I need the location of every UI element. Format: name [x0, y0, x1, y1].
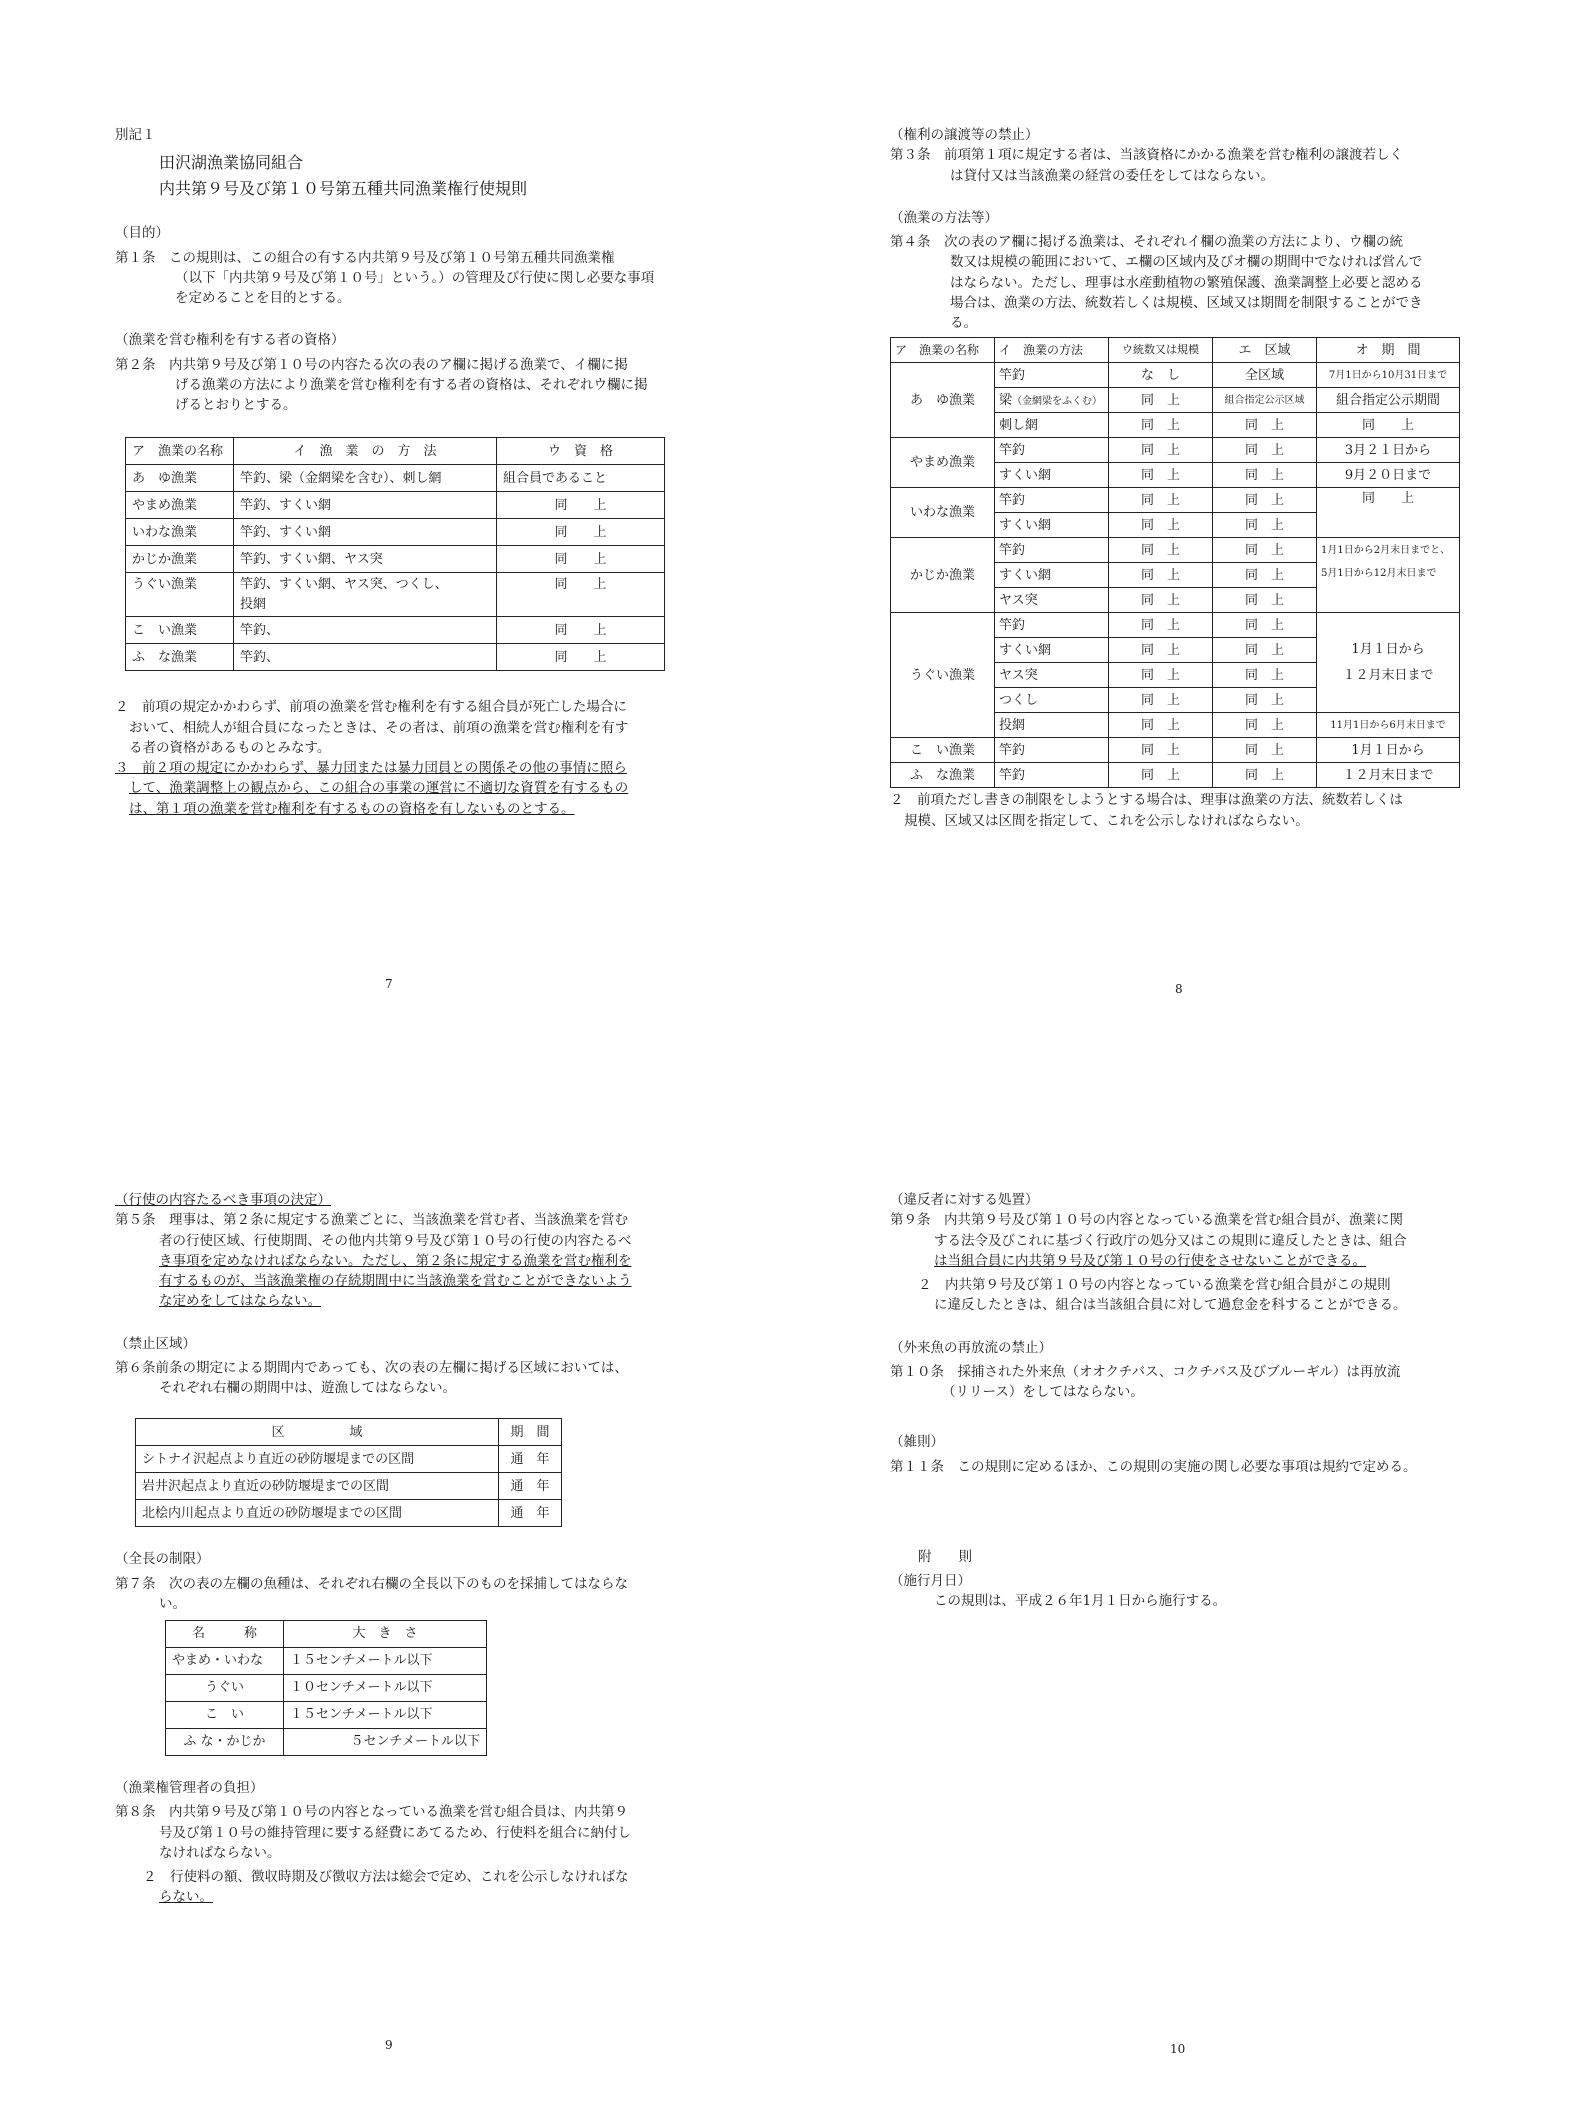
table-row: こ い漁業 竿釣、 同 上: [126, 617, 665, 644]
table-header-row: 名 称 大 き さ: [166, 1621, 487, 1648]
article-7: 第７条 次の表の左欄の魚種は、それぞれ右欄の全長以下のものを採捕してはならな い。: [115, 1575, 628, 1612]
article-3: 第３条 前項第１項に規定する者は、当該資格にかかる漁業を営む権利の譲渡若しく は貸付又は当該漁業の経営の委任をしてはならない。: [890, 147, 1403, 184]
table-row: あ ゆ漁業 竿釣 な し 全区域 7月1日から10月31日まで: [891, 363, 1460, 388]
table-row: ふ な漁業 竿釣、 同 上: [126, 644, 665, 671]
table-row: 北桧内川起点より直近の砂防堰堤までの区間 通 年: [136, 1500, 562, 1527]
article-11: 第１１条 この規則に定めるほか、この規則の実施の関し必要な事項は規約で定める。: [890, 1458, 1417, 1475]
table-row: ヤス突 同 上 同 上: [891, 663, 1460, 688]
page-number: 10: [1170, 2042, 1186, 2056]
table-row: こ い漁業 竿釣 同 上 同 上 1月１日から: [891, 738, 1460, 763]
page-8: [890, 125, 1460, 831]
table-row: つくし 同 上 同 上: [891, 688, 1460, 713]
qualification-table: [125, 437, 665, 671]
table-row: やまめ漁業 竿釣 同 上 同 上 3月２１日から: [891, 438, 1460, 463]
table-row: かじか漁業 竿釣、すくい網、ヤス突 同 上: [126, 546, 665, 573]
article-4-paragraph-2: ２ 前項ただし書きの制限をしようとする場合は、理事は漁業の方法、統数若しくは 規模、区域又は区間を指定して、これを公示しなければならない。: [890, 792, 1403, 829]
section-heading-qualification: （漁業を営む権利を有する者の資格）: [115, 332, 345, 349]
table-row: シトナイ沢起点より直近の砂防堰堤までの区間 通 年: [136, 1446, 562, 1473]
section-heading-misc: （雑則）: [890, 1434, 944, 1451]
section-heading-cost: （漁業権管理者の負担）: [115, 1780, 264, 1796]
table-header-row: ア 漁業の名称 イ 漁 業 の 方 法 ウ 資 格: [126, 438, 665, 465]
fishing-method-table: [890, 337, 1460, 788]
section-heading-effective-date: （施行月日）: [890, 1573, 971, 1589]
effective-date-text: この規則は、平成２６年1月１日から施行する。: [934, 1593, 1227, 1610]
table-header-row: ア 漁業の名称 イ 漁業の方法 ウ統数又は規模 エ 区域 オ 期 間: [891, 338, 1460, 363]
table-row: すくい網 同 上 同 上: [891, 563, 1460, 588]
table-row: いわな漁業 竿釣 同 上 同 上 同 上: [891, 488, 1460, 513]
section-heading-length-limit: （全長の制限）: [115, 1551, 210, 1568]
table-row: うぐい漁業 竿釣 同 上 同 上 1月１日から １２月末日まで: [891, 613, 1460, 638]
page-9: [115, 1190, 675, 1908]
table-row: すくい網 同 上 同 上: [891, 513, 1460, 538]
section-heading-method: （漁業の方法等）: [890, 209, 998, 226]
table-row: ふ な・かじか ５センチメートル以下: [166, 1729, 487, 1756]
page-number: 9: [385, 2038, 393, 2052]
table-header-row: 区 域 期 間: [136, 1419, 562, 1446]
table-row: すくい網 同 上 同 上 9月２０日まで: [891, 463, 1460, 488]
rule-title: 内共第９号及び第１０号第五種共同漁業権行使規則: [159, 179, 528, 199]
section-heading-invasive-fish: （外来魚の再放流の禁止）: [890, 1339, 1052, 1356]
article-4: 第４条 次の表のア欄に掲げる漁業は、それぞれイ欄の漁業の方法により、ウ欄の統 数又は規模の範囲において、エ欄の区域内及びオ欄の期間中でなければ営んで はならない。ただし、理事は水産動植物の繁殖保護、漁業調整上必要と認める 場合は、漁業の方法、統数若しくは規模、区域又は期間を制限することができ る。: [890, 234, 1423, 331]
table-row: 刺し網 同 上 同 上 同 上: [891, 413, 1460, 438]
table-row: うぐい漁業 竿釣、すくい網、ヤス突、つくし、 投網 同 上: [126, 573, 665, 617]
table-row: いわな漁業 竿釣、すくい網 同 上: [126, 519, 665, 546]
page-number: 7: [385, 977, 393, 991]
table-row: 岩井沢起点より直近の砂防堰堤までの区間 通 年: [136, 1473, 562, 1500]
page-number: 8: [1175, 982, 1183, 996]
table-row: あ ゆ漁業 竿釣、梁（金網梁を含む）、刺し網 組合員であること: [126, 465, 665, 492]
table-row: すくい網 同 上 同 上: [891, 638, 1460, 663]
article-2-paragraph-3: ３ 前２項の規定にかかわらず、暴力団または暴力団員との関係その他の事情に照ら して、漁業調整上の観点から、この組合の事業の運営に不適切な資質を有するもの は、第１項の漁業を営む権利を有するものの資格を有しないものとする。: [115, 760, 629, 817]
table-row: ヤス突 同 上 同 上: [891, 588, 1460, 613]
section-heading-violation: （違反者に対する処置）: [890, 1192, 1039, 1208]
org-name: 田沢湖漁業協同組合: [159, 153, 304, 173]
section-heading-prohibited-area: （禁止区域）: [115, 1335, 196, 1352]
table-row: こ い １５センチメートル以下: [166, 1702, 487, 1729]
length-limit-table: [165, 1620, 487, 1756]
article-6: 第６条前条の期定による期間内であっても、次の表の左欄に掲げる区域においては、 それぞれ右欄の期間中は、遊漁してはならない。: [115, 1359, 628, 1396]
section-heading-decision: （行使の内容たるべき事項の決定）: [115, 1192, 331, 1208]
table-row: かじか漁業 竿釣 同 上 同 上 1月1日から2月末日までと、 5月1日から12月末日まで: [891, 538, 1460, 563]
table-row: やまめ・いわな １５センチメートル以下: [166, 1648, 487, 1675]
article-10: 第１０条 採捕された外来魚（オオクチバス、コクチバス及びブルーギル）は再放流 （リリース）をしてはならない。: [890, 1363, 1401, 1400]
supplementary-provisions-heading: 附 則: [918, 1548, 972, 1565]
page-10: [890, 1190, 1460, 1612]
appendix-label: 別記１: [115, 127, 156, 143]
section-heading-transfer: （権利の譲渡等の禁止）: [890, 127, 1039, 143]
page-7: [115, 125, 675, 819]
article-2: 第２条 内共第９号及び第１０号の内容たる次の表のア欄に掲げる漁業で、イ欄に掲 げる漁業の方法により漁業を営む権利を有する者の資格は、それぞれウ欄に掲 げるとおりとする。: [115, 356, 648, 413]
article-2-paragraph-2: ２ 前項の規定かかわらず、前項の漁業を営む権利を有する組合員が死亡した場合に おいて、相続人が組合員になったときは、その者は、前項の漁業を営む権利を有す る者の資格があるものとみなす。: [115, 699, 629, 756]
table-row: やまめ漁業 竿釣、すくい網 同 上: [126, 492, 665, 519]
article-1: 第１条 この規則は、この組合の有する内共第９号及び第１０号第五種共同漁業権 （以下「内共第９号及び第１０号」という。）の管理及び行使に関し必要な事項 を定めることを目的とする。: [115, 249, 655, 306]
article-9: 第９条 内共第９号及び第１０号の内容となっている漁業を営む組合員が、漁業に関 する法令及びこれに基づく行政庁の処分又はこの規則に違反したときは、組合 は当組合員に内共第９号及び第１０号の行使をさせないことができる。 ２ 内共第９号及び第１０号の内容となっている漁業を営む組合員がこの規則 に違反したときは、組合は当該組合員に対して過怠金を科することができる。: [890, 1212, 1407, 1314]
article-5: 第５条 理事は、第２条に規定する漁業ごとに、当該漁業を営む者、当該漁業を営む 者の行使区域、行使期間、その他内共第９号及び第１０号の行使の内容たるべ き事項を定めなければならない。ただし、第２条に規定する漁業を営む権利を 有するものが、当該漁業権の存続期間中に当該漁業を営むことができないよう な定めをしてはならない。: [115, 1212, 632, 1310]
table-row: 投網 同 上 同 上 11月1日から6月末日まで: [891, 713, 1460, 738]
table-row: 梁（金網梁をふくむ） 同 上 組合指定公示区域 組合指定公示期間: [891, 388, 1460, 413]
prohibited-area-table: [135, 1418, 562, 1527]
table-row: うぐい １０センチメートル以下: [166, 1675, 487, 1702]
section-heading-purpose: （目的）: [115, 225, 169, 242]
article-8: 第８条 内共第９号及び第１０号の内容となっている漁業を営む組合員は、内共第９ 号及び第１０号の維持管理に要する経費にあてるため、行使料を組合に納付し なければならない。 ２ 行使料の額、徴収時期及び徴収方法は総会で定め、これを公示しなければな らない。: [115, 1804, 631, 1906]
table-row: ふ な漁業 竿釣 同 上 同 上 １２月末日まで: [891, 763, 1460, 788]
